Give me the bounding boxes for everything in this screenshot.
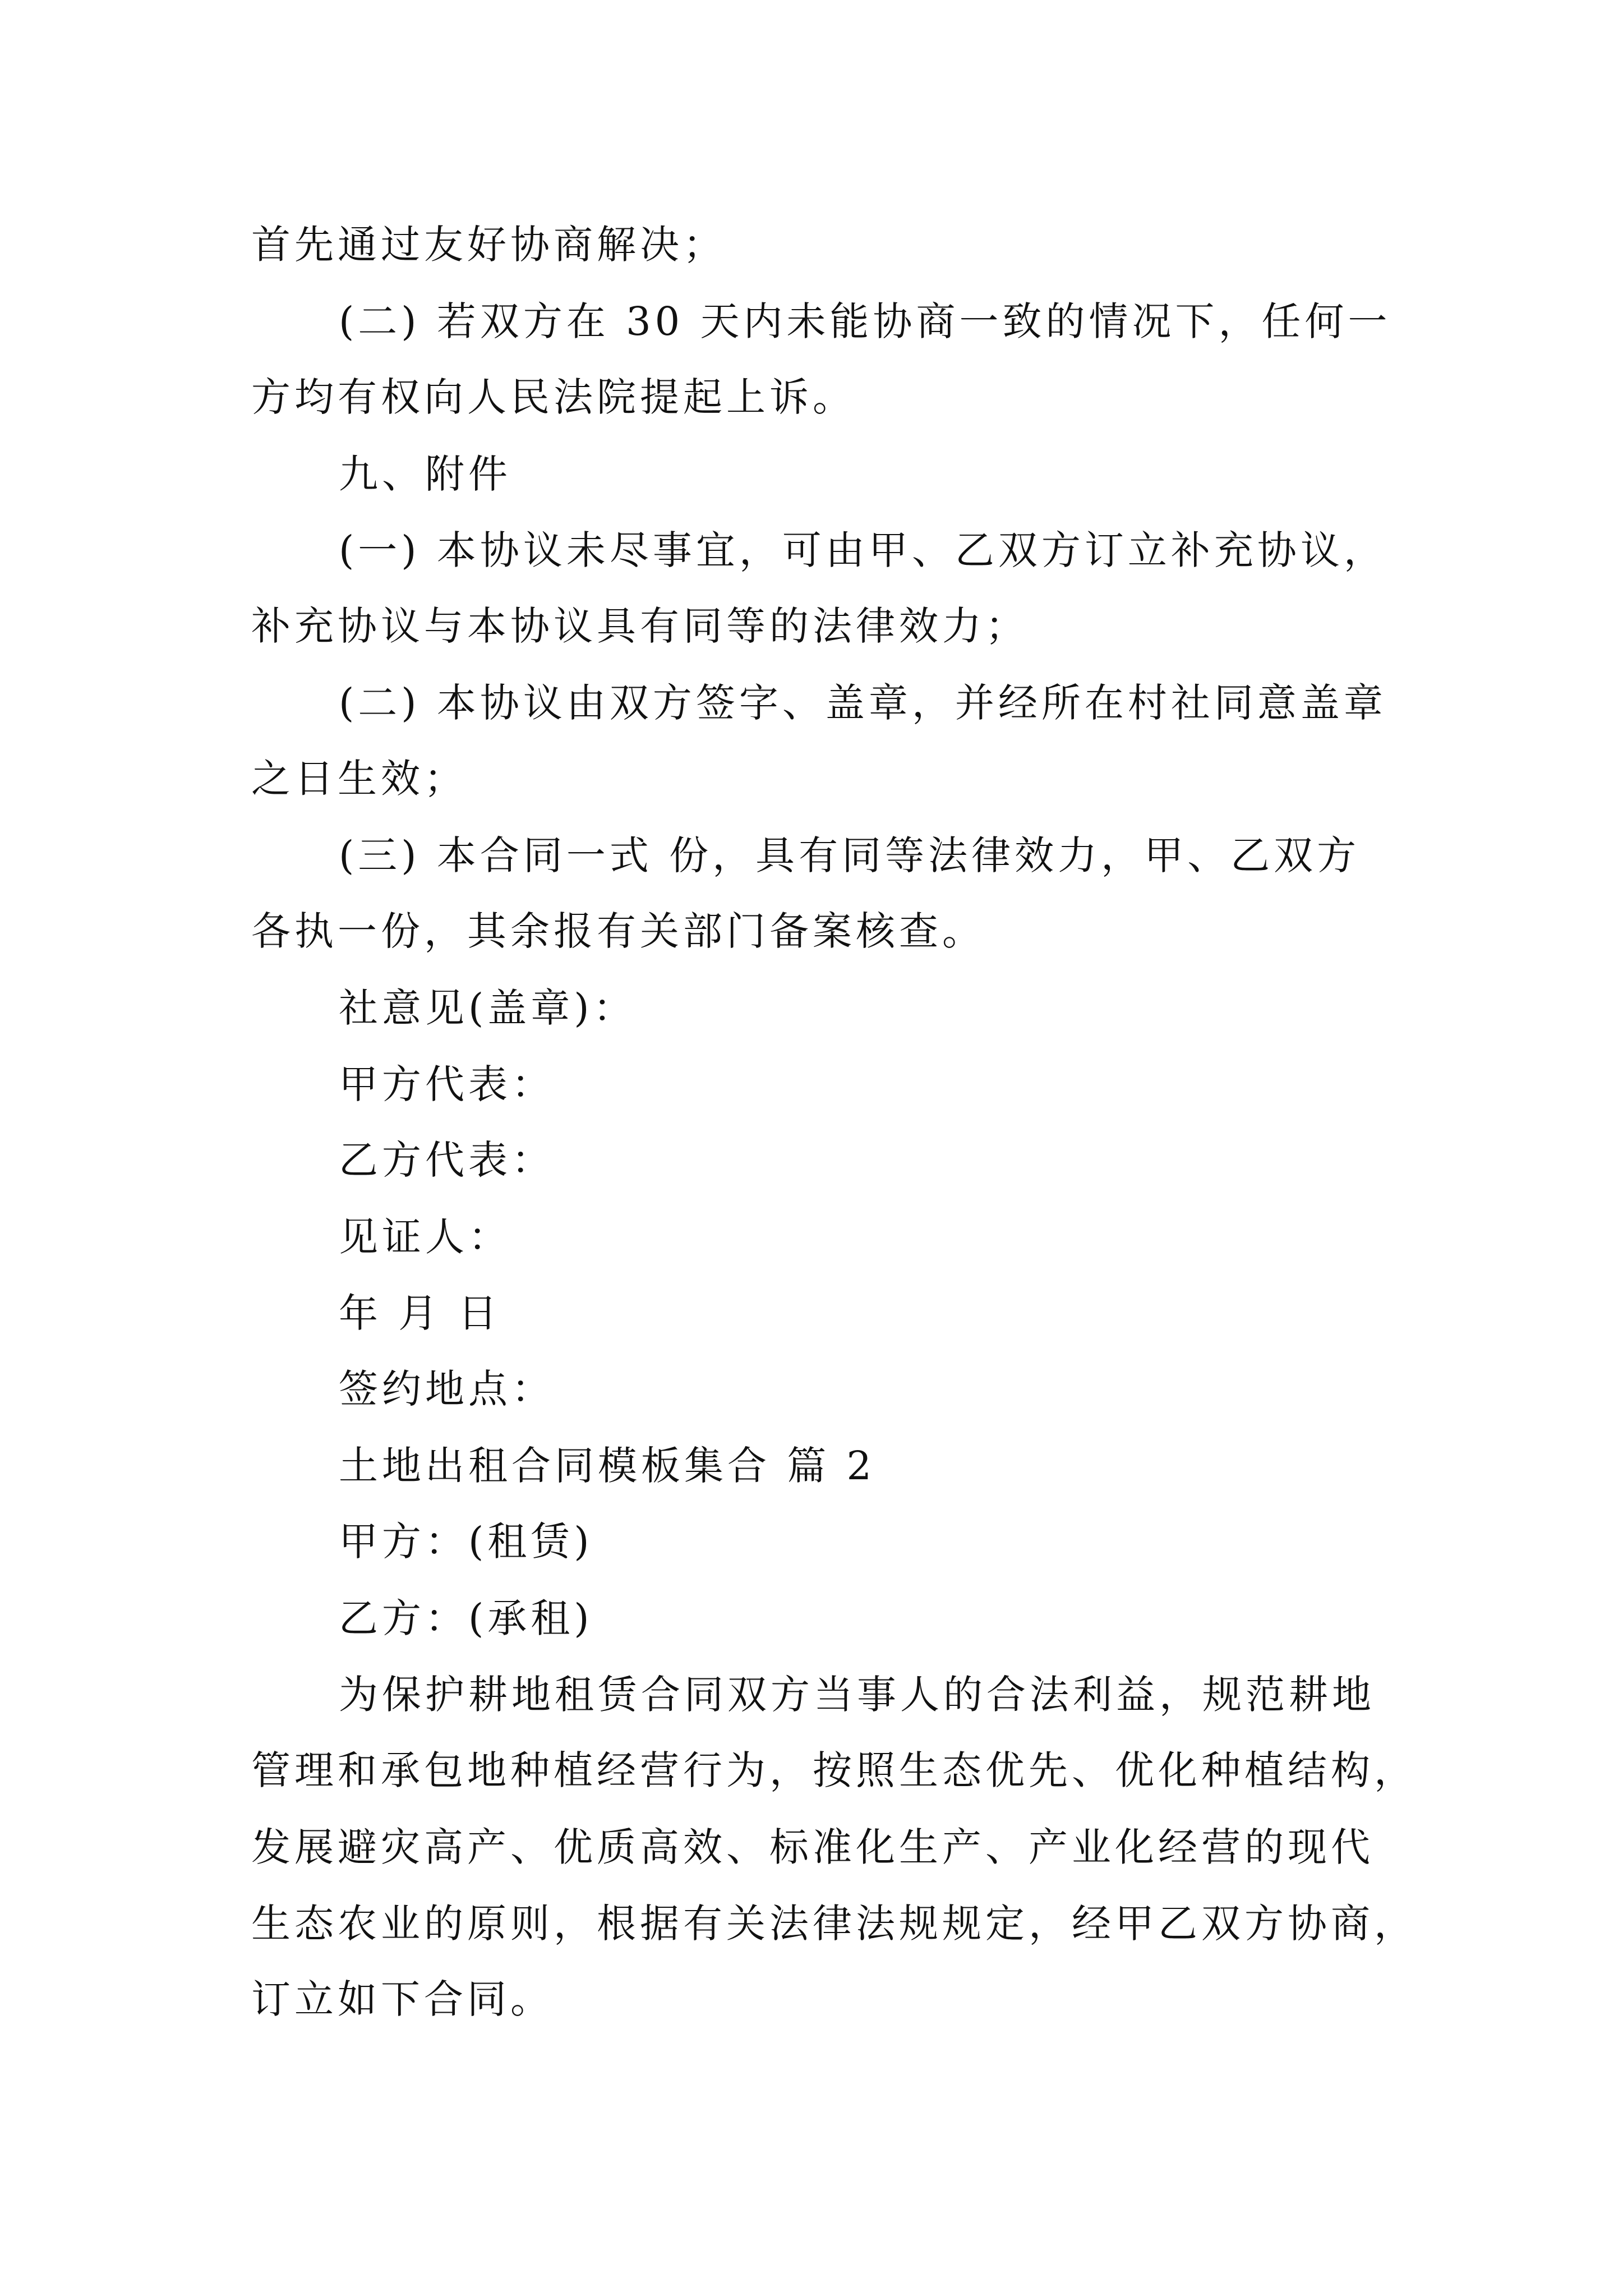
- paragraph-line: (三) 本合同一式 份，具有同等法律效力，甲、乙双方: [339, 832, 1361, 878]
- party-b-line: 乙方：(承租): [339, 1595, 593, 1641]
- paragraph-line: 各执一份，其余报有关部门备案核查。: [251, 908, 985, 954]
- paragraph-line: 管理和承包地种植经营行为，按照生态优先、优化种植结构，: [251, 1747, 1417, 1793]
- location-field: 签约地点：: [339, 1366, 555, 1412]
- paragraph-line: 订立如下合同。: [251, 1976, 554, 2022]
- paragraph-line: (二) 本协议由双方签字、盖章，并经所在村社同意盖章: [339, 680, 1387, 726]
- section-heading: 九、附件: [339, 451, 511, 497]
- paragraph-line: 生态农业的原则，根据有关法律法规规定，经甲乙双方协商，: [251, 1901, 1417, 1947]
- signature-field: 甲方代表：: [339, 1061, 555, 1107]
- contract-title: 土地出租合同模板集合 篇 2: [339, 1443, 876, 1489]
- party-a-line: 甲方：(租赁): [339, 1519, 593, 1565]
- paragraph-line: 为保护耕地租赁合同双方当事人的合法利益，规范耕地: [339, 1672, 1375, 1718]
- paragraph-line: (二) 若双方在 30 天内未能协商一致的情况下，任何一: [339, 298, 1391, 344]
- signature-field: 见证人：: [339, 1214, 511, 1260]
- signature-field: 社意见(盖章)：: [339, 985, 637, 1031]
- paragraph-line: 首先通过友好协商解决；: [251, 222, 726, 268]
- paragraph-line: 发展避灾高产、优质高效、标准化生产、产业化经营的现代: [251, 1824, 1374, 1870]
- paragraph-line: (一) 本协议未尽事宜，可由甲、乙双方订立补充协议，: [339, 527, 1387, 573]
- paragraph-line: 之日生效；: [251, 756, 467, 802]
- signature-field: 乙方代表：: [339, 1137, 555, 1183]
- date-field: 年 月 日: [339, 1290, 501, 1336]
- paragraph-line: 方均有权向人民法院提起上诉。: [251, 374, 856, 420]
- paragraph-line: 补充协议与本协议具有同等的法律效力；: [251, 603, 1029, 649]
